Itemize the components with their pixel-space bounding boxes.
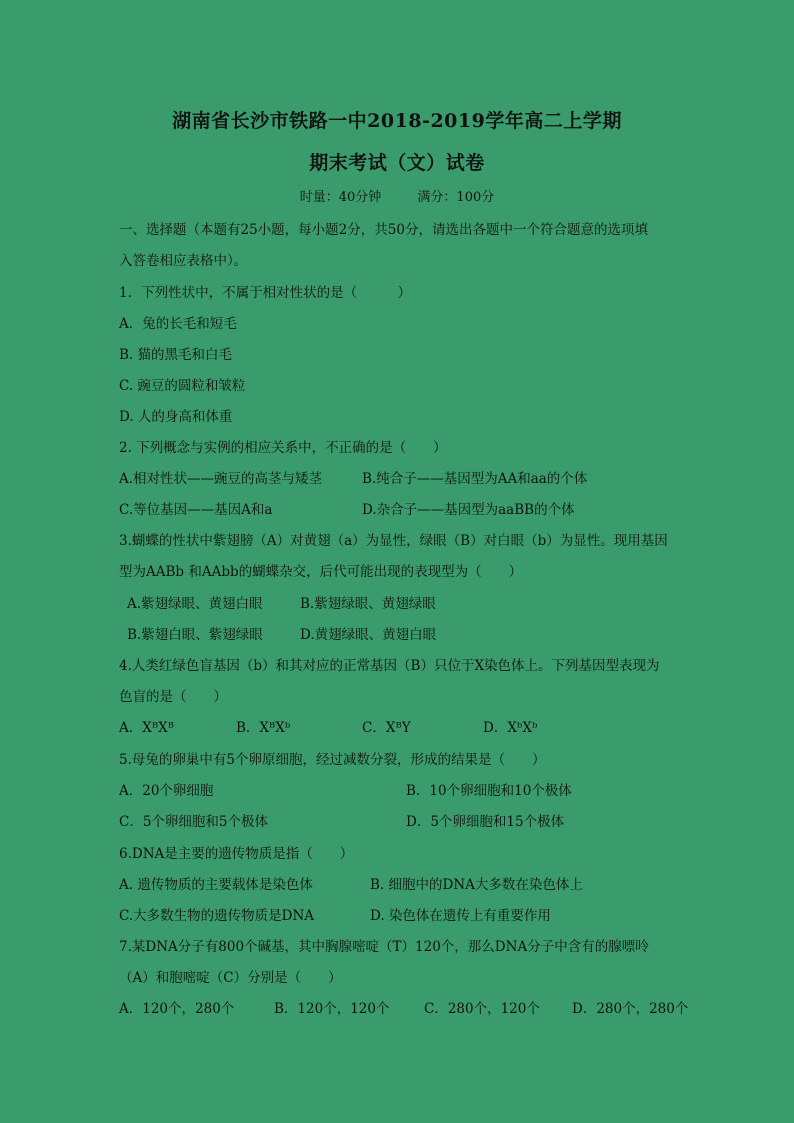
q4-stem-line2: 色盲的是（ ） bbox=[119, 689, 227, 705]
q7-option-a: A．120个，280个 bbox=[119, 1001, 235, 1017]
q4-option-b: B．XᴮXᵇ bbox=[236, 720, 291, 736]
exam-meta bbox=[0, 186, 794, 205]
q4-stem-line1: 4.人类红绿色盲基因（b）和其对应的正常基因（B）只位于X染色体上。下列基因型表现为 bbox=[119, 658, 660, 674]
q3-option-a: A.紫翅绿眼、黄翅白眼 bbox=[127, 596, 263, 612]
q5-option-d: D．5个卵细胞和15个极体 bbox=[406, 814, 565, 830]
q2-option-b: B.纯合子——基因型为AA和aa的个体 bbox=[362, 471, 588, 487]
q2-option-a: A.相对性状——豌豆的高茎与矮茎 bbox=[119, 471, 323, 487]
q3-stem-line2: 型为AABb 和AAbb的蝴蝶杂交，后代可能出现的表现型为（ ） bbox=[119, 564, 523, 580]
q4-option-d: D．XᵇXᵇ bbox=[483, 720, 538, 736]
q2-stem: 2. 下列概念与实例的相应关系中，不正确的是（ ） bbox=[119, 440, 447, 456]
q1-option-c: C. 豌豆的圆粒和皱粒 bbox=[119, 378, 246, 394]
q5-stem: 5.母兔的卵巢中有5个卵原细胞，经过减数分裂，形成的结果是（ ） bbox=[119, 752, 546, 768]
q7-option-d: D．280个，280个 bbox=[572, 1001, 689, 1017]
exam-title-line1: 湖南省长沙市铁路一中2018-2019学年高二上学期 bbox=[172, 110, 622, 132]
section-intro-line1: 一、选择题（本题有25小题，每小题2分，共50分，请选出各题中一个符合题意的选项填 bbox=[119, 222, 648, 238]
q1-stem: 1．下列性状中，不属于相对性状的是（ ） bbox=[119, 285, 412, 301]
q2-option-c: C.等位基因——基因A和a bbox=[119, 502, 273, 518]
q7-stem-line2: （A）和胞嘧啶（C）分别是（ ） bbox=[119, 970, 342, 986]
q3-stem-line1: 3.蝴蝶的性状中紫翅膀（A）对黄翅（a）为显性，绿眼（B）对白眼（b）为显性。现用基因 bbox=[119, 533, 668, 549]
q2-option-d: D.杂合子——基因型为aaBB的个体 bbox=[362, 502, 575, 518]
q3-option-c: B.紫翅白眼、紫翅绿眼 bbox=[127, 627, 263, 643]
q6-option-c: C.大多数生物的遗传物质是DNA bbox=[119, 908, 315, 924]
q3-option-d: D.黄翅绿眼、黄翅白眼 bbox=[300, 627, 437, 643]
q5-option-a: A．20个卵细胞 bbox=[119, 783, 214, 799]
q5-option-b: B．10个卵细胞和10个极体 bbox=[406, 783, 572, 799]
q1-option-d: D. 人的身高和体重 bbox=[119, 409, 233, 425]
section-intro-line2: 入答卷相应表格中）。 bbox=[119, 253, 248, 269]
q6-option-b: B. 细胞中的DNA大多数在染色体上 bbox=[370, 877, 583, 893]
q6-option-d: D. 染色体在遗传上有重要作用 bbox=[370, 908, 551, 924]
q4-option-a: A．XᴮXᴮ bbox=[119, 720, 174, 736]
q3-option-b: B.紫翅绿眼、黄翅绿眼 bbox=[300, 596, 436, 612]
time-limit: 时量：40分钟 bbox=[299, 190, 382, 205]
q5-option-c: C．5个卵细胞和5个极体 bbox=[119, 814, 269, 830]
q4-option-c: C．XᴮY bbox=[362, 720, 411, 736]
q6-option-a: A. 遗传物质的主要载体是染色体 bbox=[119, 877, 313, 893]
full-score: 满分：100分 bbox=[417, 190, 495, 205]
exam-title-line2: 期末考试（文）试卷 bbox=[309, 152, 485, 174]
q7-option-c: C．280个，120个 bbox=[424, 1001, 540, 1017]
q1-option-a: A．兔的长毛和短毛 bbox=[119, 316, 237, 332]
q1-option-b: B. 猫的黑毛和白毛 bbox=[119, 347, 233, 363]
q7-option-b: B．120个，120个 bbox=[274, 1001, 390, 1017]
q6-stem: 6.DNA是主要的遗传物质是指（ ） bbox=[119, 846, 354, 862]
q7-stem-line1: 7.某DNA分子有800个碱基，其中胸腺嘧啶（T）120个，那么DNA分子中含有的腺嘌呤 bbox=[119, 939, 649, 955]
